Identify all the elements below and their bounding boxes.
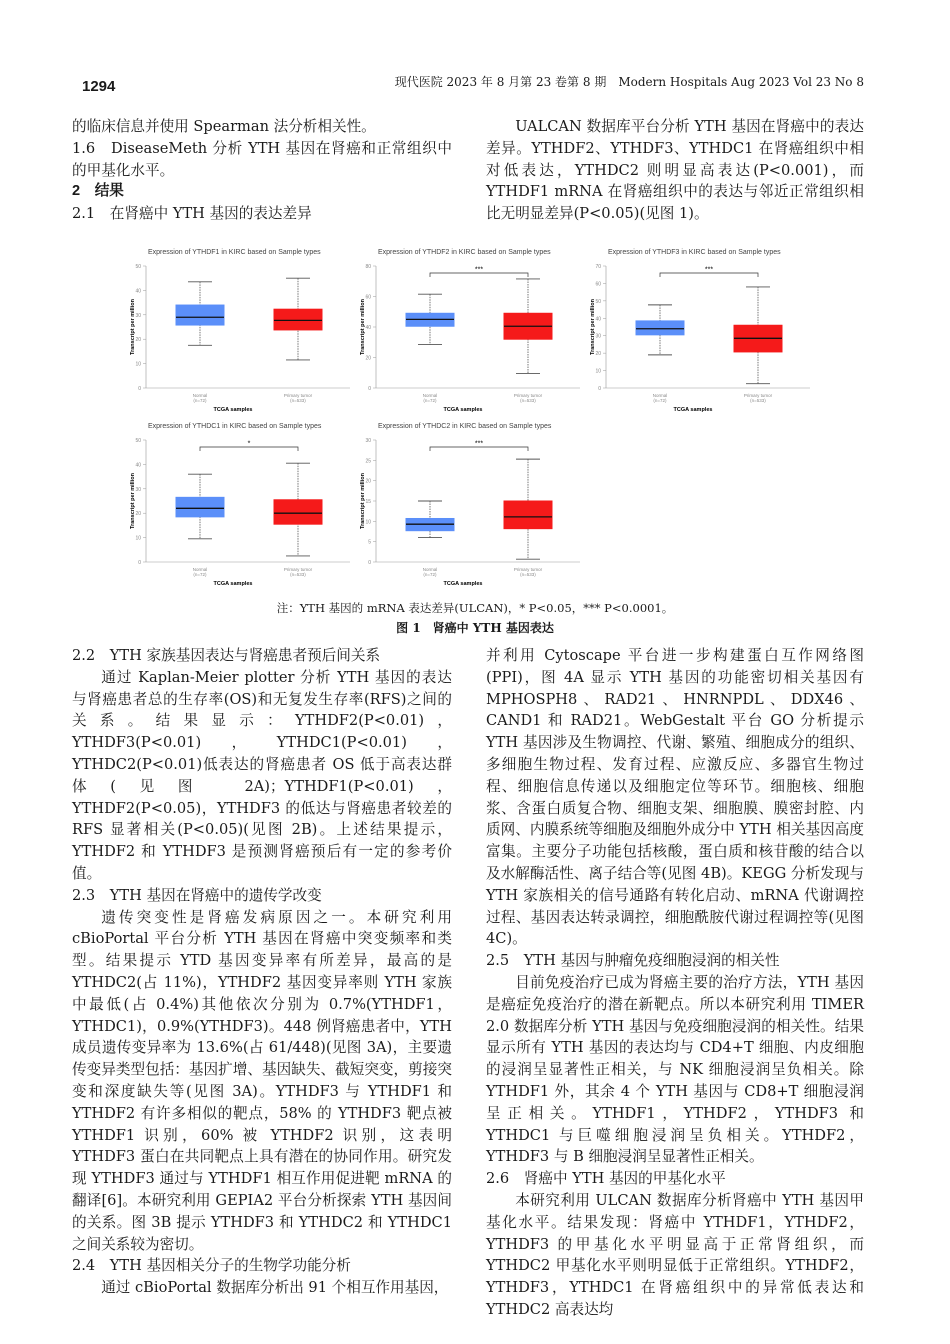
section-heading: 2.6 肾癌中 YTH 基因的甲基化水平: [486, 1170, 726, 1188]
x-tick-label-n: (n=72): [193, 572, 207, 577]
x-tick-label: Normal: [652, 393, 668, 398]
x-tick-label-n: (n=533): [750, 398, 766, 403]
boxplot-ythdf2: [358, 244, 588, 416]
running-head: 现代医院 2023 年 8 月第 23 卷第 8 期 Modern Hospitals Aug 2023 Vol 23 No 8: [394, 75, 864, 89]
boxplot-svg: [358, 418, 588, 590]
y-tick-label: 20: [365, 478, 371, 485]
paragraph: 通过 Kaplan-Meier plotter 分析 YTH 基因的表达与肾癌患者总的生存率(OS)和无复发生存率(RFS)之间的关系。结果显示：YTHDF2(P<0.01)，YTHDF3(P<0.01)，YTHDC1(P<0.01)，YTHDC2(P<0.01)低表达的肾癌患者 OS 低于高表达群体(见图 2A)；YTHDF1(P<0.01)，YTHDF2(P<0.05)，YTHDF3 的低达与肾癌患者较差的 RFS 显著相关(P<0.05)(见图 2B)。上述结果提示，YTHDF2 和 YTHDF3 是预测肾癌预后有一定的参考价值。: [72, 668, 452, 882]
x-tick-label: Normal: [422, 393, 438, 398]
y-tick-label: 40: [365, 325, 371, 331]
y-axis-label: Transcript per million: [590, 299, 596, 355]
paragraph: 遗传突变性是肾癌发病原因之一。本研究利用 cBioPortal 平台分析 YTH 基因在肾癌中突变频率和类型。结果提示 YTD 基因变异率有所差异，最高的是 YTHDC2(占 11%)，YTHDF2 基因变异率则 YTH 家族中最低(占 0.4%)其他依次分别为 0.7%(YTHDF1，YTHDC1)，0.9%(YTHDF3)。448 例肾癌患者中，YTH 成员遗传变异率为 13.6%(占 61/448)(见图 3A)，主要遗传变异类型包括：基因扩增、基因缺失、截短突变，剪接突变和深度缺失等(见图 3A)。YTHDF3 与 YTHDF1 和 YTHDF2 有许多相似的靶点，58% 的 YTHDF3 靶点被 YTHDF1 识别，60% 被 YTHDF2 识别，这表明 YTHDF3 蛋白在共同靶点上具有潜在的协同作用。研究发现 YTHDF3 通过与 YTHDF1 相互作用促进靶 mRNA 的翻译[6]。本研究利用 GEPIA2 平台分析探索 YTH 基因间的关系。图 3B 提示 YTHDF3 和 YTHDC2 和 YTHDC1 之间关系较为密切。: [72, 908, 452, 1253]
section-heading: 2.4 YTH 基因相关分子的生物学功能分析: [72, 1257, 351, 1275]
y-tick-label: 0: [138, 386, 141, 392]
box-normal: [176, 305, 224, 325]
y-tick-label: 30: [595, 333, 601, 340]
x-axis-label: TCGA samples: [213, 581, 253, 587]
x-tick-label-n: (n=72): [193, 398, 207, 403]
boxplot-svg: [128, 418, 358, 590]
y-tick-label: 0: [138, 560, 141, 566]
significance-bracket: [200, 447, 298, 451]
y-tick-label: 25: [365, 458, 371, 465]
y-tick-label: 20: [135, 511, 141, 518]
x-tick-label: Primary tumor: [513, 393, 543, 398]
significance-label: ***: [474, 266, 484, 274]
y-tick-label: 15: [365, 499, 371, 505]
y-tick-label: 20: [595, 351, 601, 358]
y-tick-label: 40: [135, 288, 141, 295]
y-tick-label: 50: [595, 298, 601, 305]
paragraph: 的临床信息并使用 Spearman 法分析相关性。: [72, 118, 376, 135]
significance-bracket: [430, 447, 528, 451]
boxplot-ythdf1: [128, 244, 358, 416]
y-tick-label: 50: [135, 264, 141, 270]
column-top-left: [72, 116, 452, 225]
y-tick-label: 80: [365, 264, 371, 270]
box-primary-tumor: [504, 501, 552, 529]
x-tick-label-n: (n=533): [290, 398, 306, 403]
x-tick-label: Primary tumor: [283, 393, 313, 398]
y-tick-label: 5: [368, 539, 371, 546]
x-axis-label: TCGA samples: [443, 581, 483, 587]
chart-title: Expression of YTHDC1 in KIRC based on Sample types: [148, 423, 322, 430]
x-axis-label: TCGA samples: [673, 407, 713, 413]
section-heading: 2.2 YTH 家族基因表达与肾癌患者预后间关系: [72, 647, 381, 664]
paragraph: 目前免疫治疗已成为肾癌主要的治疗方法，YTH 基因是癌症免疫治疗的潜在新靶点。所以本研究利用 TIMER 2.0 数据库分析 YTH 基因与免疫细胞浸润的相关性。结果显示所有 YTH 基因的表达均与 CD4+T 细胞、内皮细胞的浸润呈显著性正相关，与 NK 细胞浸润呈负相关。除 YTHDF1 外，其余 4 个 YTH 基因与 CD8+T 细胞浸润呈正相关。YTHDF1，YTHDF2，YTHDF3 和 YTHDC1 与巨噬细胞浸润呈负相关。YTHDF2，YTHDF3 与 B 细胞浸润呈显著性正相关。: [486, 973, 864, 1166]
x-tick-label-n: (n=72): [653, 398, 667, 403]
y-tick-label: 10: [365, 519, 371, 526]
boxplot-svg: [358, 244, 588, 416]
box-normal: [176, 497, 224, 517]
significance-label: *: [247, 440, 251, 448]
section-heading: 2 结果: [72, 183, 124, 200]
y-tick-label: 60: [365, 294, 371, 301]
paragraph: 通过 cBioPortal 数据库分析出 91 个相互作用基因，: [101, 1279, 449, 1297]
y-tick-label: 30: [135, 486, 141, 493]
box-primary-tumor: [274, 500, 322, 524]
paragraph: 本研究利用 ULCAN 数据库分析肾癌中 YTH 基因甲基化水平。结果发现：肾癌中 YTHDF1，YTHDF2，YTHDF3 的甲基化水平明显高于正常肾组织，而 YTHDC2 甲基化水平则明显低于正常组织。YTHDF2，YTHDF3，YTHDC1 在肾癌组织中的异常低表达和 YTHDC2 高表达均: [486, 1191, 864, 1318]
y-axis-label: Transcript per million: [360, 473, 366, 529]
x-tick-label: Primary tumor: [283, 567, 313, 572]
x-tick-label: Primary tumor: [513, 567, 543, 572]
column-top-right: [486, 116, 864, 225]
y-tick-label: 20: [365, 355, 371, 362]
box-primary-tumor: [274, 309, 322, 330]
y-tick-label: 10: [135, 361, 141, 368]
y-tick-label: 10: [595, 368, 601, 375]
significance-bracket: [660, 273, 758, 277]
chart-title: Expression of YTHDF3 in KIRC based on Sample types: [608, 249, 781, 256]
y-tick-label: 50: [135, 438, 141, 444]
x-tick-label-n: (n=533): [520, 398, 536, 403]
y-tick-label: 40: [595, 316, 601, 323]
y-axis-label: Transcript per million: [130, 299, 136, 355]
significance-bracket: [430, 273, 528, 277]
y-tick-label: 40: [135, 462, 141, 469]
x-tick-label: Primary tumor: [743, 393, 773, 398]
figure-note: 注：YTH 基因的 mRNA 表达差异(ULCAN)，* P<0.05，*** P<0.0001。: [276, 601, 674, 615]
y-tick-label: 0: [368, 560, 371, 566]
significance-label: ***: [704, 266, 714, 274]
boxplot-ythdc2: [358, 418, 588, 590]
column-bottom-right: [486, 645, 864, 1321]
y-tick-label: 0: [598, 386, 601, 392]
y-tick-label: 60: [595, 281, 601, 288]
boxplot-svg: [128, 244, 358, 416]
significance-label: ***: [474, 440, 484, 448]
figure-caption: 图 1 肾癌中 YTH 基因表达: [396, 621, 554, 635]
y-axis-label: Transcript per million: [130, 473, 136, 529]
x-tick-label-n: (n=72): [423, 398, 437, 403]
y-axis-label: Transcript per million: [360, 299, 366, 355]
column-bottom-left: [72, 645, 452, 1299]
x-tick-label-n: (n=533): [520, 572, 536, 577]
y-tick-label: 30: [135, 312, 141, 319]
y-tick-label: 30: [365, 438, 371, 444]
x-tick-label: Normal: [192, 393, 208, 398]
x-tick-label-n: (n=533): [290, 572, 306, 577]
y-tick-label: 0: [368, 386, 371, 392]
chart-title: Expression of YTHDF1 in KIRC based on Sample types: [148, 249, 321, 256]
x-tick-label: Normal: [192, 567, 208, 572]
page-number: 1294: [82, 78, 116, 95]
x-axis-label: TCGA samples: [443, 407, 483, 413]
paragraph: 并利用 Cytoscape 平台进一步构建蛋白互作网络图(PPI)，图 4A 显示 YTH 基因的功能密切相关基因有 MPHOSPH8、RAD21、HNRNPDL、DDX46、CAND1 和 RAD21。WebGestalt 平台 GO 分析提示 YTH 基因涉及生物调控、代谢、繁殖、细胞成分的组织、多细胞生物过程、发育过程、应激反应、多器官生物过程、细胞信息传递以及细胞定位等环节。细胞核、细胞浆、含蛋白质复合物、细胞支架、细胞膜、膜密封腔、内质网、内膜系统等细胞及细胞外成分中 YTH 相关基因高度富集。主要分子功能包括核酸，蛋白质和核苷酸的结合以及水解酶活性、离子结合等(见图 4B)。KEGG 分析发现与 YTH 家族相关的信号通路有转化启动、mRNA 代谢调控过程、基因表达转录调控，细胞酰胺代谢过程调控等(见图 4C)。: [486, 647, 864, 948]
x-tick-label: Normal: [422, 567, 438, 572]
chart-title: Expression of YTHDC2 in KIRC based on Sample types: [378, 423, 552, 430]
chart-title: Expression of YTHDF2 in KIRC based on Sample types: [378, 249, 551, 256]
section-heading: 1.6 DiseaseMeth 分析 YTH 基因在肾癌和正常组织中的甲基化水平。: [72, 139, 452, 179]
x-tick-label-n: (n=72): [423, 572, 437, 577]
y-tick-label: 70: [595, 264, 601, 270]
paragraph: UALCAN 数据库平台分析 YTH 基因在肾癌中的表达差异。YTHDF2、YTHDF3、YTHDC1 在肾癌组织中相对低表达，YTHDC2 则明显高表达(P<0.001)，而 YTHDF1 mRNA 在肾癌组织中的表达与邻近正常组织相比无明显差异(P<0.05)(见图 1)。: [486, 118, 864, 223]
section-heading: 2.3 YTH 基因在肾癌中的遗传学改变: [72, 886, 322, 904]
y-tick-label: 10: [135, 535, 141, 542]
section-heading: 2.1 在肾癌中 YTH 基因的表达差异: [72, 205, 312, 223]
boxplot-ythdc1: [128, 418, 358, 590]
boxplot-ythdf3: [588, 244, 818, 416]
box-normal: [636, 321, 684, 335]
y-tick-label: 20: [135, 337, 141, 344]
x-axis-label: TCGA samples: [213, 407, 253, 413]
section-heading: 2.5 YTH 基因与肿瘤免疫细胞浸润的相关性: [486, 952, 780, 970]
boxplot-svg: [588, 244, 818, 416]
